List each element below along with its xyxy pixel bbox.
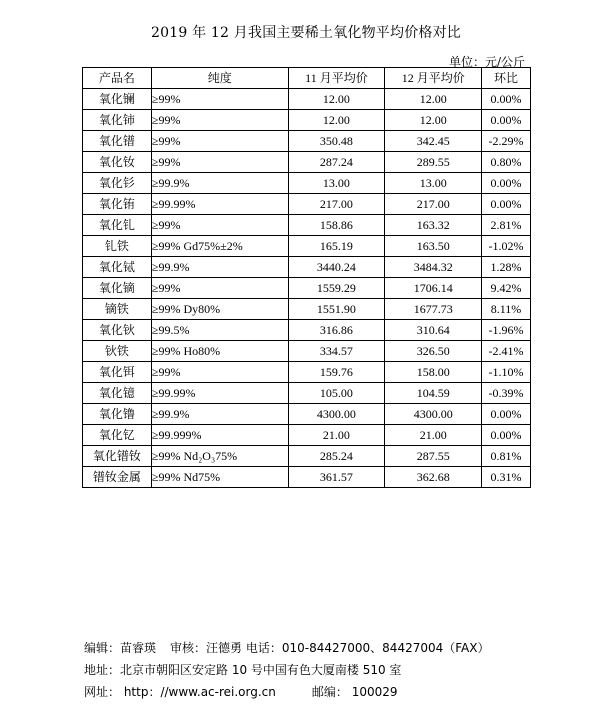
product-name-cell: 氧化镧: [83, 89, 152, 110]
footer-line-3: [84, 681, 489, 703]
dec-price-cell: 326.50: [385, 341, 482, 362]
dec-price-cell: 163.50: [385, 236, 482, 257]
nov-price-cell: 334.57: [288, 341, 385, 362]
purity-cell: ≥99%: [151, 152, 288, 173]
table-row: [83, 236, 531, 257]
purity-cell: ≥99.9%: [151, 257, 288, 278]
nov-price-cell: 287.24: [288, 152, 385, 173]
nov-price-cell: 159.76: [288, 362, 385, 383]
header-product: 产品名: [83, 68, 152, 89]
product-name-cell: 氧化钆: [83, 215, 152, 236]
nov-price-cell: 12.00: [288, 110, 385, 131]
header-nov-price: 11 月平均价: [288, 68, 385, 89]
change-cell: 0.00%: [482, 425, 531, 446]
product-name-cell: 氧化镨钕: [83, 446, 152, 467]
dec-price-cell: 12.00: [385, 89, 482, 110]
dec-price-cell: 310.64: [385, 320, 482, 341]
change-cell: -2.41%: [482, 341, 531, 362]
dec-price-cell: 217.00: [385, 194, 482, 215]
change-cell: -0.39%: [482, 383, 531, 404]
table-row: [83, 299, 531, 320]
table-row: [83, 383, 531, 404]
nov-price-cell: 105.00: [288, 383, 385, 404]
table-row: [83, 404, 531, 425]
product-name-cell: 镝铁: [83, 299, 152, 320]
change-cell: -1.96%: [482, 320, 531, 341]
purity-cell: ≥99% Nd₂O₃75%: [151, 446, 288, 467]
price-table: [82, 67, 531, 488]
dec-price-cell: 12.00: [385, 110, 482, 131]
table-row: [83, 341, 531, 362]
dec-price-cell: 342.45: [385, 131, 482, 152]
purity-cell: ≥99%: [151, 362, 288, 383]
product-name-cell: 氧化镝: [83, 278, 152, 299]
table-row: [83, 320, 531, 341]
change-cell: 9.42%: [482, 278, 531, 299]
table-row: [83, 152, 531, 173]
nov-price-cell: 1551.90: [288, 299, 385, 320]
purity-cell: ≥99.9%: [151, 173, 288, 194]
nov-price-cell: 13.00: [288, 173, 385, 194]
product-name-cell: 氧化镨: [83, 131, 152, 152]
product-name-cell: 氧化镥: [83, 404, 152, 425]
change-cell: 0.00%: [482, 404, 531, 425]
table-row: [83, 110, 531, 131]
table-row: [83, 425, 531, 446]
change-cell: 8.11%: [482, 299, 531, 320]
purity-cell: ≥99.999%: [151, 425, 288, 446]
product-name-cell: 氧化铽: [83, 257, 152, 278]
purity-cell: ≥99.99%: [151, 194, 288, 215]
footer-address: 地址：北京市朝阳区安定路 10 号中国有色大厦南楼 510 室: [84, 663, 402, 677]
change-cell: 0.80%: [482, 152, 531, 173]
purity-cell: ≥99%: [151, 89, 288, 110]
dec-price-cell: 13.00: [385, 173, 482, 194]
header-change: 环比: [482, 68, 531, 89]
change-cell: -2.29%: [482, 131, 531, 152]
nov-price-cell: 285.24: [288, 446, 385, 467]
nov-price-cell: 1559.29: [288, 278, 385, 299]
footer-line-1: [84, 637, 489, 659]
nov-price-cell: 350.48: [288, 131, 385, 152]
table-row: [83, 362, 531, 383]
dec-price-cell: 163.32: [385, 215, 482, 236]
dec-price-cell: 287.55: [385, 446, 482, 467]
dec-price-cell: 362.68: [385, 467, 482, 488]
header-dec-price: 12 月平均价: [385, 68, 482, 89]
dec-price-cell: 158.00: [385, 362, 482, 383]
purity-cell: ≥99% Gd75%±2%: [151, 236, 288, 257]
product-name-cell: 氧化钬: [83, 320, 152, 341]
unit-label: 单位：元/公斤: [448, 55, 525, 69]
nov-price-cell: 21.00: [288, 425, 385, 446]
footer-phone: 电话：010-84427000、84427004（FAX）: [245, 641, 490, 655]
purity-cell: ≥99%: [151, 110, 288, 131]
footer-editor: 编辑：苗睿瑛: [84, 641, 157, 655]
change-cell: 0.00%: [482, 110, 531, 131]
purity-cell: ≥99%: [151, 215, 288, 236]
footer-postcode: 邮编： 100029: [311, 685, 398, 699]
product-name-cell: 氧化镱: [83, 383, 152, 404]
change-cell: 0.81%: [482, 446, 531, 467]
change-cell: 1.28%: [482, 257, 531, 278]
dec-price-cell: 104.59: [385, 383, 482, 404]
purity-cell: ≥99% Nd75%: [151, 467, 288, 488]
footer-website: 网址： http：//www.ac-rei.org.cn: [84, 685, 276, 699]
purity-cell: ≥99.9%: [151, 404, 288, 425]
table-body: [83, 89, 531, 488]
purity-cell: ≥99% Dy80%: [151, 299, 288, 320]
purity-cell: ≥99%: [151, 131, 288, 152]
header-purity: 纯度: [151, 68, 288, 89]
table-row: [83, 215, 531, 236]
dec-price-cell: 289.55: [385, 152, 482, 173]
change-cell: 0.31%: [482, 467, 531, 488]
nov-price-cell: 217.00: [288, 194, 385, 215]
product-name-cell: 钆铁: [83, 236, 152, 257]
nov-price-cell: 12.00: [288, 89, 385, 110]
product-name-cell: 镨钕金属: [83, 467, 152, 488]
footer-line-2: [84, 659, 489, 681]
page-title: 2019 年 12 月我国主要稀土氧化物平均价格对比: [151, 25, 461, 41]
product-name-cell: 氧化钐: [83, 173, 152, 194]
change-cell: 0.00%: [482, 173, 531, 194]
purity-cell: ≥99% Ho80%: [151, 341, 288, 362]
nov-price-cell: 4300.00: [288, 404, 385, 425]
table-row: [83, 89, 531, 110]
product-name-cell: 氧化铈: [83, 110, 152, 131]
change-cell: -1.02%: [482, 236, 531, 257]
footer-reviewer: 审核：汪德勇: [170, 641, 243, 655]
table-row: [83, 173, 531, 194]
table-row: [83, 467, 531, 488]
product-name-cell: 氧化钇: [83, 425, 152, 446]
product-name-cell: 钬铁: [83, 341, 152, 362]
dec-price-cell: 1677.73: [385, 299, 482, 320]
product-name-cell: 氧化钕: [83, 152, 152, 173]
change-cell: 0.00%: [482, 194, 531, 215]
dec-price-cell: 4300.00: [385, 404, 482, 425]
nov-price-cell: 3440.24: [288, 257, 385, 278]
purity-cell: ≥99%: [151, 278, 288, 299]
product-name-cell: 氧化铕: [83, 194, 152, 215]
table-row: [83, 446, 531, 467]
table-header-row: [83, 68, 531, 89]
dec-price-cell: 1706.14: [385, 278, 482, 299]
product-name-cell: 氧化铒: [83, 362, 152, 383]
nov-price-cell: 316.86: [288, 320, 385, 341]
purity-cell: ≥99.5%: [151, 320, 288, 341]
change-cell: 2.81%: [482, 215, 531, 236]
table-row: [83, 257, 531, 278]
nov-price-cell: 165.19: [288, 236, 385, 257]
dec-price-cell: 3484.32: [385, 257, 482, 278]
change-cell: -1.10%: [482, 362, 531, 383]
nov-price-cell: 158.86: [288, 215, 385, 236]
table-row: [83, 131, 531, 152]
purity-cell: ≥99.99%: [151, 383, 288, 404]
table-row: [83, 194, 531, 215]
dec-price-cell: 21.00: [385, 425, 482, 446]
nov-price-cell: 361.57: [288, 467, 385, 488]
change-cell: 0.00%: [482, 89, 531, 110]
footer: [84, 637, 489, 703]
table-row: [83, 278, 531, 299]
